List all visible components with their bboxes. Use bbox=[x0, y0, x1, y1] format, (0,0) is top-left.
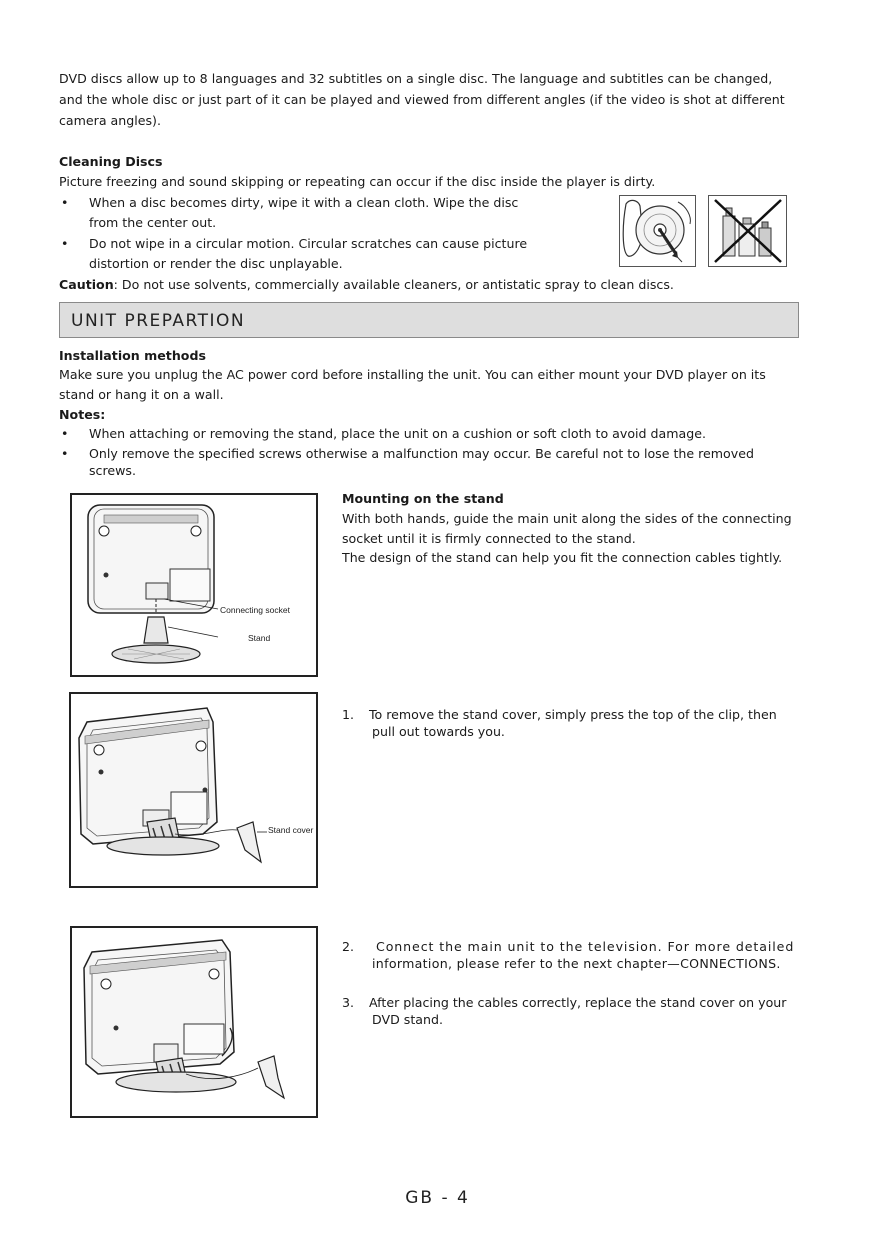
wipe-disc-illustration bbox=[619, 195, 696, 267]
installation-line-2: stand or hang it on a wall. bbox=[59, 387, 224, 402]
intro-line-3: camera angles). bbox=[59, 113, 161, 128]
step-1-line-1: To remove the stand cover, simply press the top of the clip, then bbox=[369, 707, 777, 722]
figure-stand-cover bbox=[69, 692, 318, 888]
stand-cover-label: Stand cover bbox=[268, 825, 314, 835]
figure-connect-cables bbox=[70, 926, 318, 1118]
bullet-dot: • bbox=[61, 426, 69, 441]
cleaning-bullet-2-line-2: distortion or render the disc unplayable. bbox=[89, 256, 343, 271]
caution-text: : Do not use solvents, commercially available cleaners, or antistatic spray to clean discs. bbox=[113, 277, 674, 292]
step-2-line-1: Connect the main unit to the television. For more detailed bbox=[376, 939, 795, 954]
note-2-line-1: Only remove the specified screws otherwise a malfunction may occur. Be careful not to lose the removed bbox=[89, 446, 754, 461]
no-solvents-illustration bbox=[708, 195, 787, 267]
mounting-line-1: With both hands, guide the main unit along the sides of the connecting bbox=[342, 511, 792, 526]
section-header-bar bbox=[59, 302, 799, 338]
page-number: GB - 4 bbox=[405, 1188, 470, 1208]
caution-line bbox=[59, 275, 674, 295]
mounting-line-3: The design of the stand can help you fit the connection cables tightly. bbox=[342, 550, 783, 565]
cleaning-bullet-1-line-2: from the center out. bbox=[89, 215, 217, 230]
cleaning-bullet-1-line-1: When a disc becomes dirty, wipe it with a clean cloth. Wipe the disc bbox=[89, 195, 519, 210]
step-2-line-2: information, please refer to the next chapter—CONNECTIONS. bbox=[372, 956, 781, 971]
cleaning-heading: Cleaning Discs bbox=[59, 154, 163, 169]
step-3-line-2: DVD stand. bbox=[372, 1012, 443, 1027]
step-3-number: 3. bbox=[342, 995, 355, 1010]
step-1-line-2: pull out towards you. bbox=[372, 724, 505, 739]
notes-label: Notes: bbox=[59, 407, 106, 422]
cleaning-bullet-2-line-1: Do not wipe in a circular motion. Circular scratches can cause picture bbox=[89, 236, 528, 251]
section-title: UNIT PREPARTION bbox=[71, 311, 246, 331]
installation-heading: Installation methods bbox=[59, 348, 206, 363]
connecting-socket-label: Connecting socket bbox=[220, 605, 290, 615]
step-1-number: 1. bbox=[342, 707, 355, 722]
note-2-line-2: screws. bbox=[89, 463, 136, 478]
cleaning-lead: Picture freezing and sound skipping or repeating can occur if the disc inside the player is dirty. bbox=[59, 174, 656, 189]
figure-mounting-stand bbox=[70, 493, 318, 677]
stand-label: Stand bbox=[248, 633, 271, 643]
bullet-dot: • bbox=[61, 195, 69, 210]
bullet-dot: • bbox=[61, 236, 69, 251]
installation-line-1: Make sure you unplug the AC power cord before installing the unit. You can either mount your DVD player on its bbox=[59, 367, 766, 382]
bullet-dot: • bbox=[61, 446, 69, 461]
note-1-line-1: When attaching or removing the stand, place the unit on a cushion or soft cloth to avoid damage. bbox=[89, 426, 706, 441]
step-2-number: 2. bbox=[342, 939, 355, 954]
intro-line-2: and the whole disc or just part of it can be played and viewed from different angles (if the video is shot at different bbox=[59, 92, 785, 107]
caution-label: Caution bbox=[59, 277, 114, 292]
mounting-line-2: socket until it is firmly connected to the stand. bbox=[342, 531, 636, 546]
step-3-line-1: After placing the cables correctly, replace the stand cover on your bbox=[369, 995, 787, 1010]
intro-line-1: DVD discs allow up to 8 languages and 32 subtitles on a single disc. The language and subtitles can be changed, bbox=[59, 71, 773, 86]
mounting-heading: Mounting on the stand bbox=[342, 491, 504, 506]
